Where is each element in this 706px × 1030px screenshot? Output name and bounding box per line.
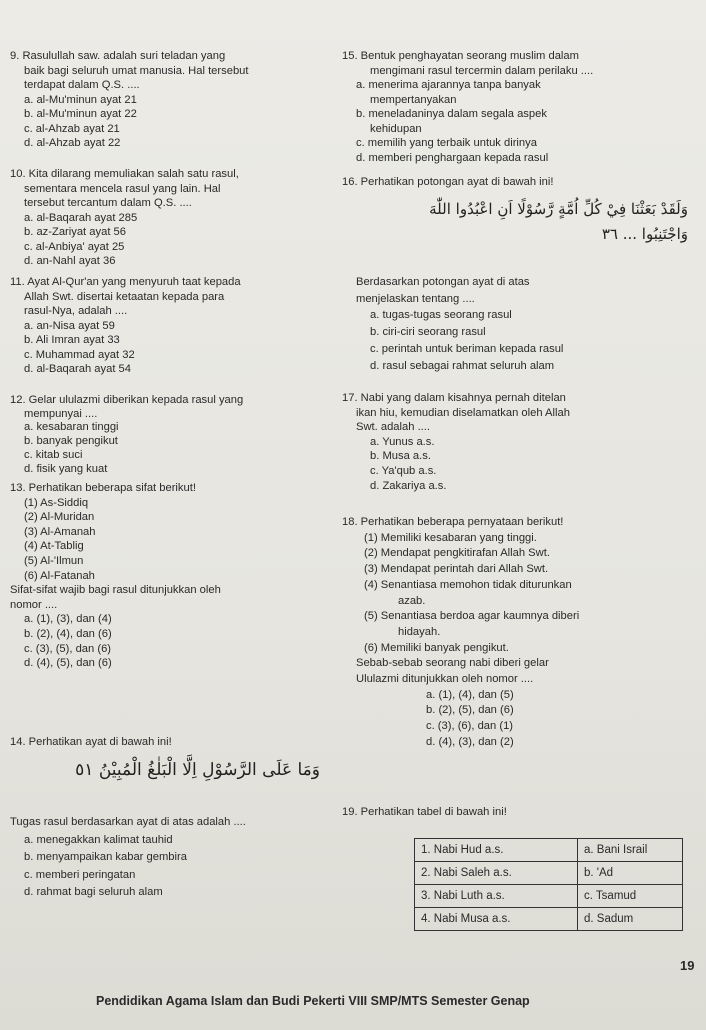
q13-line: c. (3), (5), dan (6) [24, 642, 112, 655]
q10-line: d. an-Nahl ayat 36 [24, 255, 116, 267]
q16-line: 16. Perhatikan potongan ayat di bawah ini! [342, 176, 554, 188]
table-cell: b. 'Ad [578, 862, 683, 885]
q13-line: (6) Al-Fatanah [24, 569, 95, 582]
q13-line: (5) Al-'Ilmun [24, 555, 84, 567]
q12-line: d. fisik yang kuat [24, 462, 108, 475]
q18-line: c. (3), (6), dan (1) [426, 720, 514, 733]
q17-line: c. Ya'qub a.s. [370, 465, 437, 477]
q13-line: 13. Perhatikan beberapa sifat berikut! [10, 482, 196, 494]
q11-line: 11. Ayat Al-Qur'an yang menyuruh taat kepada [10, 276, 241, 288]
q13-line: (1) As-Siddiq [24, 496, 89, 509]
q18-line: (6) Memiliki banyak pengikut. [364, 641, 509, 654]
q15-line: c. memilih yang terbaik untuk dirinya [356, 137, 537, 149]
table-cell: c. Tsamud [578, 885, 683, 908]
q18-line: d. (4), (3), dan (2) [426, 735, 514, 748]
ayat-arabic-16b: وَاجْتَنِبُوا ... ٣٦ [601, 225, 688, 243]
q13-line: (3) Al-Amanah [24, 525, 96, 538]
q16b-line: d. rasul sebagai rahmat seluruh alam [370, 359, 555, 372]
q18-line: Sebab-sebab seorang nabi diberi gelar [356, 657, 549, 670]
q14-line: 14. Perhatikan ayat di bawah ini! [10, 736, 172, 748]
q17-line: 17. Nabi yang dalam kisahnya pernah ditelan [342, 392, 566, 404]
q10-line: b. az-Zariyat ayat 56 [24, 226, 126, 238]
q13-line: d. (4), (5), dan (6) [24, 657, 112, 670]
q9-line: baik bagi seluruh umat manusia. Hal tersebut [24, 64, 249, 77]
q17-line: ikan hiu, kemudian diselamatkan oleh Allah [356, 406, 570, 419]
q15-line: a. menerima ajarannya tanpa banyak [356, 79, 541, 91]
q18-line: (3) Mendapat perintah dari Allah Swt. [364, 563, 549, 576]
q9-line: b. al-Mu'minun ayat 22 [24, 108, 137, 120]
q9-line: c. al-Ahzab ayat 21 [24, 122, 120, 135]
q16b-line: b. ciri-ciri seorang rasul [370, 326, 486, 339]
table-cell: 4. Nabi Musa a.s. [415, 908, 578, 931]
q10-line: tersebut tercantum dalam Q.S. .... [24, 197, 192, 209]
table-row [415, 885, 683, 908]
nabi-kaum-table [414, 838, 683, 931]
table-row [415, 862, 683, 885]
q12-line: mempunyai .... [24, 407, 98, 420]
q16b-line: Berdasarkan potongan ayat di atas [356, 276, 530, 288]
q14b-line: b. menyampaikan kabar gembira [24, 851, 187, 863]
q18-line: b. (2), (5), dan (6) [426, 704, 514, 717]
q13-line: b. (2), (4), dan (6) [24, 628, 112, 640]
q16b-line: menjelaskan tentang .... [356, 292, 475, 305]
q15-line: kehidupan [370, 122, 422, 135]
q10-line: a. al-Baqarah ayat 285 [24, 211, 138, 224]
q13-line: Sifat-sifat wajib bagi rasul ditunjukkan oleh [10, 584, 221, 597]
q16b-line: c. perintah untuk beriman kepada rasul [370, 342, 564, 355]
ayat-arabic-14: وَمَا عَلَى الرَّسُوْلِ اِلَّا الْبَلٰغُ الْمُبِيْنُ ٥١ [75, 760, 320, 780]
table-cell: 2. Nabi Saleh a.s. [415, 862, 578, 885]
table-cell: 1. Nabi Hud a.s. [415, 839, 578, 862]
q13-line: (2) Al-Muridan [24, 511, 95, 524]
q13-line: a. (1), (3), dan (4) [24, 613, 112, 626]
q15-line: 15. Bentuk penghayatan seorang muslim dalam [342, 50, 579, 62]
q10-line: sementara mencela rasul yang lain. Hal [24, 182, 221, 195]
q15-line: mempertanyakan [370, 93, 457, 106]
q11-line: c. Muhammad ayat 32 [24, 348, 135, 361]
q15-line: mengimani rasul tercermin dalam perilaku .... [370, 64, 594, 77]
footer-text: Pendidikan Agama Islam dan Budi Pekerti VIII SMP/MTS Semester Genap [96, 994, 530, 1008]
q14b-line: d. rahmat bagi seluruh alam [24, 886, 163, 898]
q9-line: a. al-Mu'minun ayat 21 [24, 93, 137, 106]
q19-line: 19. Perhatikan tabel di bawah ini! [342, 806, 507, 818]
table-row [415, 839, 683, 862]
q15-line: d. memberi penghargaan kepada rasul [356, 151, 549, 164]
q15-line: b. meneladaninya dalam segala aspek [356, 108, 547, 120]
q18-line: a. (1), (4), dan (5) [426, 688, 514, 701]
q9-line: d. al-Ahzab ayat 22 [24, 137, 121, 149]
q9-line: 9. Rasulullah saw. adalah suri teladan yang [10, 50, 226, 62]
q11-line: b. Ali Imran ayat 33 [24, 334, 120, 346]
table-cell: d. Sadum [578, 908, 683, 931]
q11-line: d. al-Baqarah ayat 54 [24, 363, 131, 375]
table-cell: 3. Nabi Luth a.s. [415, 885, 578, 908]
table-cell: a. Bani Israil [578, 839, 683, 862]
q14b-line: Tugas rasul berdasarkan ayat di atas adalah .... [10, 816, 246, 828]
q18-line: azab. [398, 594, 426, 607]
q12-line: a. kesabaran tinggi [24, 421, 119, 434]
q18-line: hidayah. [398, 625, 441, 638]
q10-line: c. al-Anbiya' ayat 25 [24, 240, 125, 253]
q10-line: 10. Kita dilarang memuliakan salah satu rasul, [10, 168, 239, 180]
q18-line: (2) Mendapat pengkitirafan Allah Swt. [364, 547, 550, 560]
q11-line: a. an-Nisa ayat 59 [24, 319, 115, 332]
q11-line: Allah Swt. disertai ketaatan kepada para [24, 290, 225, 303]
q12-line: c. kitab suci [24, 448, 83, 461]
q18-line: (1) Memiliki kesabaran yang tinggi. [364, 531, 537, 544]
q16b-line: a. tugas-tugas seorang rasul [370, 309, 512, 322]
q17-line: d. Zakariya a.s. [370, 479, 447, 492]
page-number: 19 [680, 958, 695, 973]
q14b-line: c. memberi peringatan [24, 868, 136, 881]
q12-line: b. banyak pengikut [24, 435, 118, 448]
q18-line: (5) Senantiasa berdoa agar kaumnya diberi [364, 610, 580, 623]
q17-line: b. Musa a.s. [370, 450, 431, 463]
q9-line: terdapat dalam Q.S. .... [24, 79, 140, 91]
q17-line: Swt. adalah .... [356, 421, 431, 434]
q18-line: 18. Perhatikan beberapa pernyataan berikut! [342, 516, 564, 528]
ayat-arabic-16: وَلَقَدْ بَعَثْنَا فِيْ كُلِّ اُمَّةٍ رَّسُوْلًا اَنِ اعْبُدُوا اللّٰهَ [429, 200, 688, 218]
q12-line: 12. Gelar ululazmi diberikan kepada rasul yang [10, 394, 244, 406]
q18-line: (4) Senantiasa memohon tidak diturunkan [364, 578, 572, 591]
q17-line: a. Yunus a.s. [370, 435, 435, 448]
q13-line: nomor .... [10, 598, 58, 611]
q18-line: Ululazmi ditunjukkan oleh nomor .... [356, 673, 534, 685]
q13-line: (4) At-Tablig [24, 540, 84, 553]
q11-line: rasul-Nya, adalah .... [24, 305, 128, 317]
table-row [415, 908, 683, 931]
q14b-line: a. menegakkan kalimat tauhid [24, 833, 173, 846]
